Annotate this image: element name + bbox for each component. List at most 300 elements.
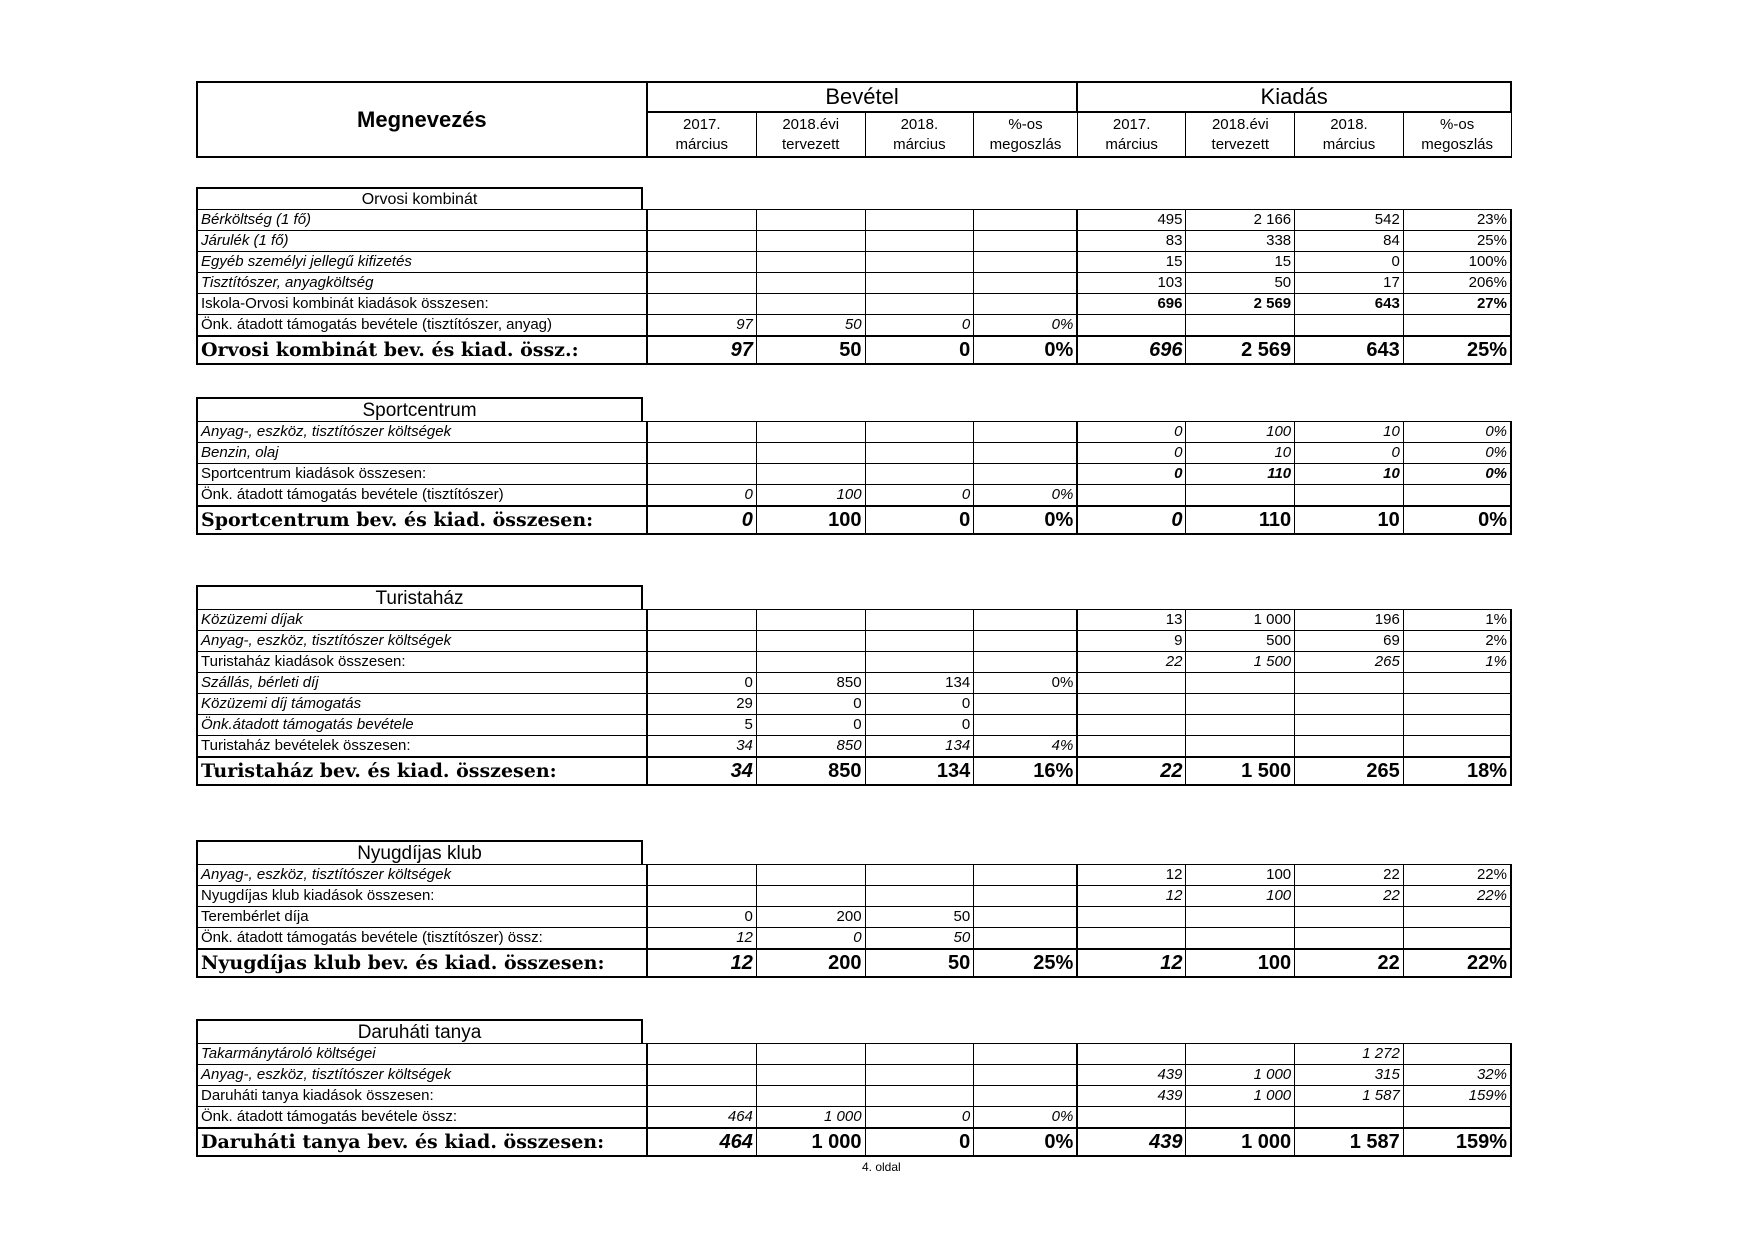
cell-value <box>974 610 1078 631</box>
cell-value <box>1077 694 1186 715</box>
total-row <box>197 757 1511 785</box>
cell-value: 0 <box>756 715 865 736</box>
total-value: 100 <box>1186 949 1295 977</box>
table-row <box>197 1086 1511 1107</box>
cell-value <box>974 907 1078 928</box>
total-value: 0% <box>974 336 1078 364</box>
cell-value <box>1186 673 1295 694</box>
cell-value <box>1403 673 1511 694</box>
total-value: 0 <box>865 1128 974 1156</box>
cell-value <box>974 273 1078 294</box>
column-header-0 <box>647 112 757 157</box>
row-label: Tisztítószer, anyagköltség <box>197 273 647 294</box>
table-row <box>197 422 1511 443</box>
cell-value <box>647 1086 757 1107</box>
section-table <box>196 609 1512 786</box>
cell-value: 0 <box>1295 443 1404 464</box>
cell-value: 22% <box>1403 865 1511 886</box>
column-header-line2: megoszlás <box>1421 135 1493 153</box>
section-table <box>196 209 1512 365</box>
cell-value: 0 <box>1295 252 1404 273</box>
row-label: Önk. átadott támogatás bevétele (tisztítószer) <box>197 485 647 507</box>
cell-value <box>974 694 1078 715</box>
column-header-line2: tervezett <box>781 135 840 153</box>
cell-value <box>865 273 974 294</box>
section-2 <box>196 585 1512 786</box>
cell-value <box>756 865 865 886</box>
cell-value: 0 <box>647 907 757 928</box>
cell-value: 83 <box>1077 231 1186 252</box>
cell-value: 97 <box>647 315 757 337</box>
cell-value: 1 272 <box>1295 1044 1404 1065</box>
cell-value: 2 569 <box>1186 294 1295 315</box>
cell-value: 50 <box>865 928 974 950</box>
table-row <box>197 252 1511 273</box>
cell-value <box>647 231 757 252</box>
cell-value: 0% <box>1403 422 1511 443</box>
cell-value <box>865 631 974 652</box>
column-header-line1: 2018.évi <box>1211 115 1269 133</box>
total-value: 2 569 <box>1186 336 1295 364</box>
total-value: 850 <box>756 757 865 785</box>
cell-value: 196 <box>1295 610 1404 631</box>
total-value: 25% <box>974 949 1078 977</box>
table-row <box>197 273 1511 294</box>
column-header-line2: március <box>893 135 946 153</box>
cell-value <box>974 210 1078 231</box>
cell-value: 0 <box>647 673 757 694</box>
cell-value <box>647 610 757 631</box>
cell-value: 0% <box>974 1107 1078 1129</box>
cell-value <box>1295 736 1404 758</box>
table-row <box>197 865 1511 886</box>
cell-value: 29 <box>647 694 757 715</box>
total-value: 25% <box>1403 336 1511 364</box>
cell-value <box>865 652 974 673</box>
cell-value <box>974 464 1078 485</box>
row-label: Bérköltség (1 fő) <box>197 210 647 231</box>
table-row <box>197 443 1511 464</box>
cell-value <box>865 294 974 315</box>
cell-value: 22% <box>1403 886 1511 907</box>
section-table <box>196 1043 1512 1157</box>
table-row <box>197 907 1511 928</box>
cell-value <box>756 231 865 252</box>
total-value: 0 <box>865 506 974 534</box>
cell-value: 1% <box>1403 652 1511 673</box>
cell-value <box>1295 694 1404 715</box>
cell-value: 50 <box>865 907 974 928</box>
cell-value: 2% <box>1403 631 1511 652</box>
cell-value <box>974 443 1078 464</box>
cell-value <box>865 1044 974 1065</box>
cell-value: 1 587 <box>1295 1086 1404 1107</box>
cell-value <box>1295 673 1404 694</box>
total-value: 22% <box>1403 949 1511 977</box>
total-value: 12 <box>647 949 757 977</box>
cell-value <box>647 464 757 485</box>
cell-value <box>647 886 757 907</box>
cell-value <box>1403 736 1511 758</box>
total-value: 134 <box>865 757 974 785</box>
cell-value <box>865 1086 974 1107</box>
table-row <box>197 631 1511 652</box>
row-label: Anyag-, eszköz, tisztítószer költségek <box>197 631 647 652</box>
cell-value <box>756 1086 865 1107</box>
cell-value: 0 <box>1077 464 1186 485</box>
row-label: Anyag-, eszköz, tisztítószer költségek <box>197 1065 647 1086</box>
cell-value <box>1077 1107 1186 1129</box>
cell-value: 0 <box>1077 443 1186 464</box>
cell-value: 15 <box>1077 252 1186 273</box>
cell-value <box>1295 715 1404 736</box>
cell-value <box>974 294 1078 315</box>
cell-value: 4% <box>974 736 1078 758</box>
row-label: Daruháti tanya kiadások összesen: <box>197 1086 647 1107</box>
cell-value: 1 500 <box>1186 652 1295 673</box>
row-label: Anyag-, eszköz, tisztítószer költségek <box>197 865 647 886</box>
cell-value <box>647 865 757 886</box>
cell-value <box>647 652 757 673</box>
header-table <box>196 81 1512 158</box>
cell-value <box>647 443 757 464</box>
cell-value <box>865 422 974 443</box>
column-header-7 <box>1403 112 1511 157</box>
cell-value <box>1186 485 1295 507</box>
cell-value <box>1077 907 1186 928</box>
section-title: Sportcentrum <box>196 397 643 421</box>
total-value: 50 <box>865 949 974 977</box>
cell-value <box>756 422 865 443</box>
cell-value: 100 <box>1186 422 1295 443</box>
section-title: Orvosi kombinát <box>196 187 643 209</box>
row-label: Turistaház kiadások összesen: <box>197 652 647 673</box>
cell-value <box>1186 715 1295 736</box>
cell-value: 0% <box>974 315 1078 337</box>
column-header-line1: 2018. <box>900 115 939 133</box>
table-row <box>197 928 1511 950</box>
table-row <box>197 1044 1511 1065</box>
total-row <box>197 949 1511 977</box>
cell-value <box>1295 485 1404 507</box>
cell-value <box>865 210 974 231</box>
cell-value <box>1077 485 1186 507</box>
table-row <box>197 1107 1511 1129</box>
total-value: 643 <box>1295 336 1404 364</box>
total-value: 200 <box>756 949 865 977</box>
cell-value: 0 <box>865 715 974 736</box>
cell-value <box>865 252 974 273</box>
cell-value: 439 <box>1077 1065 1186 1086</box>
cell-value <box>1403 694 1511 715</box>
cell-value: 23% <box>1403 210 1511 231</box>
cell-value <box>974 631 1078 652</box>
total-value: 110 <box>1186 506 1295 534</box>
total-value: 34 <box>647 757 757 785</box>
cell-value <box>1295 928 1404 950</box>
cell-value <box>756 273 865 294</box>
cell-value: 34 <box>647 736 757 758</box>
cell-value: 850 <box>756 736 865 758</box>
row-label: Közüzemi díjak <box>197 610 647 631</box>
cell-value: 110 <box>1186 464 1295 485</box>
total-value: 1 000 <box>1186 1128 1295 1156</box>
cell-value: 200 <box>756 907 865 928</box>
cell-value <box>1186 736 1295 758</box>
cell-value: 1 000 <box>756 1107 865 1129</box>
cell-value: 100 <box>756 485 865 507</box>
cell-value: 850 <box>756 673 865 694</box>
cell-value <box>974 928 1078 950</box>
cell-value: 50 <box>1186 273 1295 294</box>
total-row <box>197 336 1511 364</box>
cell-value <box>1186 1044 1295 1065</box>
cell-value <box>1077 715 1186 736</box>
total-value: 0% <box>974 506 1078 534</box>
total-label: Sportcentrum bev. és kiad. összesen: <box>197 506 647 534</box>
cell-value <box>1295 907 1404 928</box>
total-value: 696 <box>1077 336 1186 364</box>
cell-value <box>865 231 974 252</box>
total-value: 10 <box>1295 506 1404 534</box>
column-header-line1: 2017. <box>683 115 721 133</box>
row-label: Terembérlet díja <box>197 907 647 928</box>
row-label: Önk. átadott támogatás bevétele össz: <box>197 1107 647 1129</box>
table-row <box>197 736 1511 758</box>
cell-value <box>865 1065 974 1086</box>
cell-value: 12 <box>1077 865 1186 886</box>
column-header-2 <box>865 112 974 157</box>
total-value: 1 587 <box>1295 1128 1404 1156</box>
section-4 <box>196 1019 1512 1157</box>
table-row <box>197 610 1511 631</box>
cell-value: 15 <box>1186 252 1295 273</box>
table-row <box>197 652 1511 673</box>
total-label: Orvosi kombinát bev. és kiad. össz.: <box>197 336 647 364</box>
cell-value <box>865 610 974 631</box>
column-header-6 <box>1295 112 1404 157</box>
row-label: Nyugdíjas klub kiadások összesen: <box>197 886 647 907</box>
column-header-line2: március <box>675 135 729 153</box>
cell-value <box>1186 1107 1295 1129</box>
total-value: 18% <box>1403 757 1511 785</box>
cell-value: 0 <box>865 485 974 507</box>
cell-value <box>974 1065 1078 1086</box>
cell-value <box>865 464 974 485</box>
cell-value <box>1403 715 1511 736</box>
row-label: Járulék (1 fő) <box>197 231 647 252</box>
cell-value <box>1186 694 1295 715</box>
section-1 <box>196 397 1512 535</box>
row-label: Szállás, bérleti díj <box>197 673 647 694</box>
cell-value <box>756 443 865 464</box>
total-label: Daruháti tanya bev. és kiad. összesen: <box>197 1128 647 1156</box>
row-label: Önk. átadott támogatás bevétele (tisztítószer, anyag) <box>197 315 647 337</box>
cell-value: 0 <box>865 694 974 715</box>
cell-value <box>1403 1044 1511 1065</box>
row-label: Közüzemi díj támogatás <box>197 694 647 715</box>
table-row <box>197 886 1511 907</box>
column-header-3 <box>974 112 1078 157</box>
cell-value: 100 <box>1186 865 1295 886</box>
column-header-line2: március <box>1105 135 1158 153</box>
cell-value: 643 <box>1295 294 1404 315</box>
cell-value: 32% <box>1403 1065 1511 1086</box>
row-label: Benzin, olaj <box>197 443 647 464</box>
cell-value <box>647 294 757 315</box>
section-0 <box>196 187 1512 365</box>
cell-value: 12 <box>1077 886 1186 907</box>
cell-value <box>647 210 757 231</box>
cell-value: 0 <box>1077 422 1186 443</box>
cell-value: 25% <box>1403 231 1511 252</box>
cell-value <box>756 1065 865 1086</box>
total-value: 22 <box>1077 757 1186 785</box>
cell-value <box>1186 928 1295 950</box>
cell-value: 338 <box>1186 231 1295 252</box>
cell-value: 10 <box>1295 464 1404 485</box>
cell-value <box>756 886 865 907</box>
section-title: Nyugdíjas klub <box>196 840 643 864</box>
cell-value <box>756 252 865 273</box>
cell-value <box>647 273 757 294</box>
cell-value <box>756 1044 865 1065</box>
cell-value: 0% <box>1403 464 1511 485</box>
cell-value: 27% <box>1403 294 1511 315</box>
cell-value <box>1077 315 1186 337</box>
cell-value <box>647 252 757 273</box>
column-header-line2: tervezett <box>1211 135 1270 153</box>
row-label: Sportcentrum kiadások összesen: <box>197 464 647 485</box>
row-label: Önk.átadott támogatás bevétele <box>197 715 647 736</box>
section-table <box>196 421 1512 535</box>
section-3 <box>196 840 1512 978</box>
cell-value <box>974 252 1078 273</box>
cell-value <box>756 294 865 315</box>
cell-value <box>647 1065 757 1086</box>
cell-value <box>1295 315 1404 337</box>
total-value: 12 <box>1077 949 1186 977</box>
cell-value <box>756 631 865 652</box>
table-row <box>197 694 1511 715</box>
cell-value: 495 <box>1077 210 1186 231</box>
column-header-line1: %-os <box>1008 115 1043 133</box>
cell-value <box>1077 673 1186 694</box>
total-value: 265 <box>1295 757 1404 785</box>
row-label: Takarmánytároló költségei <box>197 1044 647 1065</box>
table-row <box>197 315 1511 337</box>
cell-value: 1 000 <box>1186 1065 1295 1086</box>
total-label: Turistaház bev. és kiad. összesen: <box>197 757 647 785</box>
total-value: 1 500 <box>1186 757 1295 785</box>
column-header-line1: 2018. <box>1330 115 1368 133</box>
table-row <box>197 715 1511 736</box>
total-value: 0 <box>1077 506 1186 534</box>
table-row <box>197 1065 1511 1086</box>
cell-value: 439 <box>1077 1086 1186 1107</box>
cell-value: 22 <box>1295 865 1404 886</box>
total-value: 97 <box>647 336 757 364</box>
cell-value <box>974 422 1078 443</box>
total-value: 0 <box>865 336 974 364</box>
total-value: 16% <box>974 757 1078 785</box>
cell-value: 159% <box>1403 1086 1511 1107</box>
cell-value: 84 <box>1295 231 1404 252</box>
cell-value <box>647 422 757 443</box>
cell-value: 696 <box>1077 294 1186 315</box>
section-title: Turistaház <box>196 585 643 609</box>
cell-value <box>756 464 865 485</box>
cell-value <box>865 886 974 907</box>
cell-value: 134 <box>865 673 974 694</box>
total-row <box>197 1128 1511 1156</box>
total-value: 464 <box>647 1128 757 1156</box>
cell-value: 542 <box>1295 210 1404 231</box>
column-group-bevetel: Bevétel <box>647 82 1078 112</box>
table-row <box>197 294 1511 315</box>
cell-value: 0 <box>865 1107 974 1129</box>
section-title: Daruháti tanya <box>196 1019 643 1043</box>
cell-value: 100 <box>1186 886 1295 907</box>
cell-value: 464 <box>647 1107 757 1129</box>
column-group-kiadas: Kiadás <box>1077 82 1511 112</box>
column-header-megnevezes: Megnevezés <box>197 82 647 157</box>
cell-value: 17 <box>1295 273 1404 294</box>
total-value: 439 <box>1077 1128 1186 1156</box>
cell-value: 12 <box>647 928 757 950</box>
cell-value: 10 <box>1186 443 1295 464</box>
total-label: Nyugdíjas klub bev. és kiad. összesen: <box>197 949 647 977</box>
cell-value <box>756 652 865 673</box>
row-label: Iskola-Orvosi kombinát kiadások összesen: <box>197 294 647 315</box>
cell-value <box>1403 485 1511 507</box>
cell-value <box>647 1044 757 1065</box>
column-header-4 <box>1077 112 1186 157</box>
cell-value: 22 <box>1295 886 1404 907</box>
total-value: 0% <box>1403 506 1511 534</box>
column-header-line2: megoszlás <box>989 135 1062 153</box>
cell-value <box>865 865 974 886</box>
cell-value: 1% <box>1403 610 1511 631</box>
cell-value: 134 <box>865 736 974 758</box>
column-header-line1: 2018.évi <box>782 115 840 133</box>
total-value: 22 <box>1295 949 1404 977</box>
cell-value: 500 <box>1186 631 1295 652</box>
cell-value: 10 <box>1295 422 1404 443</box>
cell-value: 315 <box>1295 1065 1404 1086</box>
column-header-1 <box>756 112 865 157</box>
cell-value <box>1077 736 1186 758</box>
cell-value: 0% <box>1403 443 1511 464</box>
cell-value: 0 <box>756 928 865 950</box>
cell-value <box>974 1044 1078 1065</box>
cell-value <box>1077 1044 1186 1065</box>
page-number: 4. oldal <box>862 1160 901 1174</box>
cell-value <box>1403 315 1511 337</box>
cell-value: 1 000 <box>1186 1086 1295 1107</box>
total-value: 1 000 <box>756 1128 865 1156</box>
cell-value <box>1295 1107 1404 1129</box>
cell-value <box>974 1086 1078 1107</box>
cell-value: 22 <box>1077 652 1186 673</box>
row-label: Egyéb személyi jellegű kifizetés <box>197 252 647 273</box>
cell-value: 2 166 <box>1186 210 1295 231</box>
column-header-line1: 2017. <box>1112 115 1151 133</box>
cell-value: 103 <box>1077 273 1186 294</box>
table-row <box>197 673 1511 694</box>
cell-value: 5 <box>647 715 757 736</box>
cell-value: 1 000 <box>1186 610 1295 631</box>
